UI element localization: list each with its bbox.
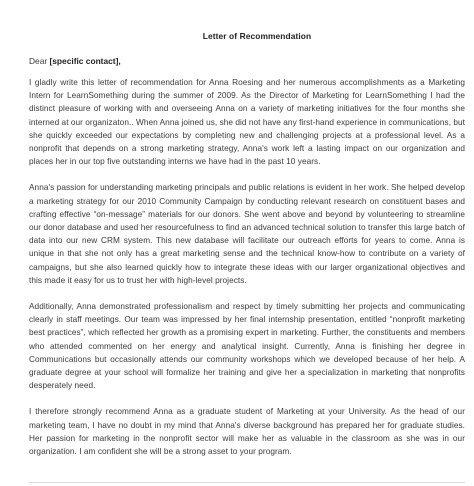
paragraph-introduction: I gladly write this letter of recommendation for Anna Roesing and her numerous accomplishments as a Marketing Intern for LearnSomething during the summer of 2009. As the Director of Marketing for LearnSomething I had the distinct pleasure of working with and overseeing Anna on a variety of marketing initiatives for the four months she interned at our organizaton.. When Anna joined us, she did not have any first-hand experience in communications, but she quickly exceeded our expectations by completing new and challenging projects at a professional level. As a nonprofit that depends on a strong marketing strategy, Anna's work left a lasting impact on our organization and places her in our top five outstanding interns we have had in the past 10 years.	[29, 78, 465, 167]
letter-title: Letter of Recommendation	[202, 31, 312, 41]
paragraph-professionalism: Additionally, Anna demonstrated professionalism and respect by timely submitting her projects and communicating clearly in staff meetings. Our team was impressed by her final internship presentation, entitled “nonprofit marketing best practices”, which reflected her growth as a promising expert in marketing. Further, the constituents and members who attended commented on her energy and analytical insight. Currently, Anna is finishing her degree in Communications but occasionally attends our community workshops which we developed because of her help. A graduate degree at your school will formalize her training and give her a specialization in marketing that nonprofits desperately need.	[29, 302, 465, 391]
salutation	[29, 55, 465, 67]
paragraph-recommendation: I therefore strongly recommend Anna as a graduate student of Marketing at your University. As the head of our marketing team, I have no doubt in my mind that Anna's diverse background has prepared her for graduate studies. Her passion for marketing in the nonprofit sector will make her as valuable in the classroom as she was in our organization. I am confident she will be a strong asset to your program.	[29, 407, 465, 457]
bottom-divider	[29, 482, 465, 483]
paragraph-passion: Anna's passion for understanding marketing principals and public relations is evident in her work. She helped develop a marketing strategy for our 2010 Community Campaign by conducting relevant research on constituent bases and crafting effective “on-message” materials for our donors. She went above and beyond by volunteering to streamline our donor database and used her resourcefulness to find an advanced technical solution to transfer this large batch of data into our new CRM system. This new database will facilitate our outreach efforts for years to come. Anna is unique in that she not only has a great marketing sense and the technical know-how to contribute on a variety of campaigns, but she also learned quickly how to integrate these ideas with our larger organizational objectives and this made it easy for us to trust her with high-level projects.	[29, 183, 465, 285]
salutation-placeholder: [specific contact],	[49, 56, 121, 66]
salutation-prefix: Dear	[29, 56, 50, 66]
